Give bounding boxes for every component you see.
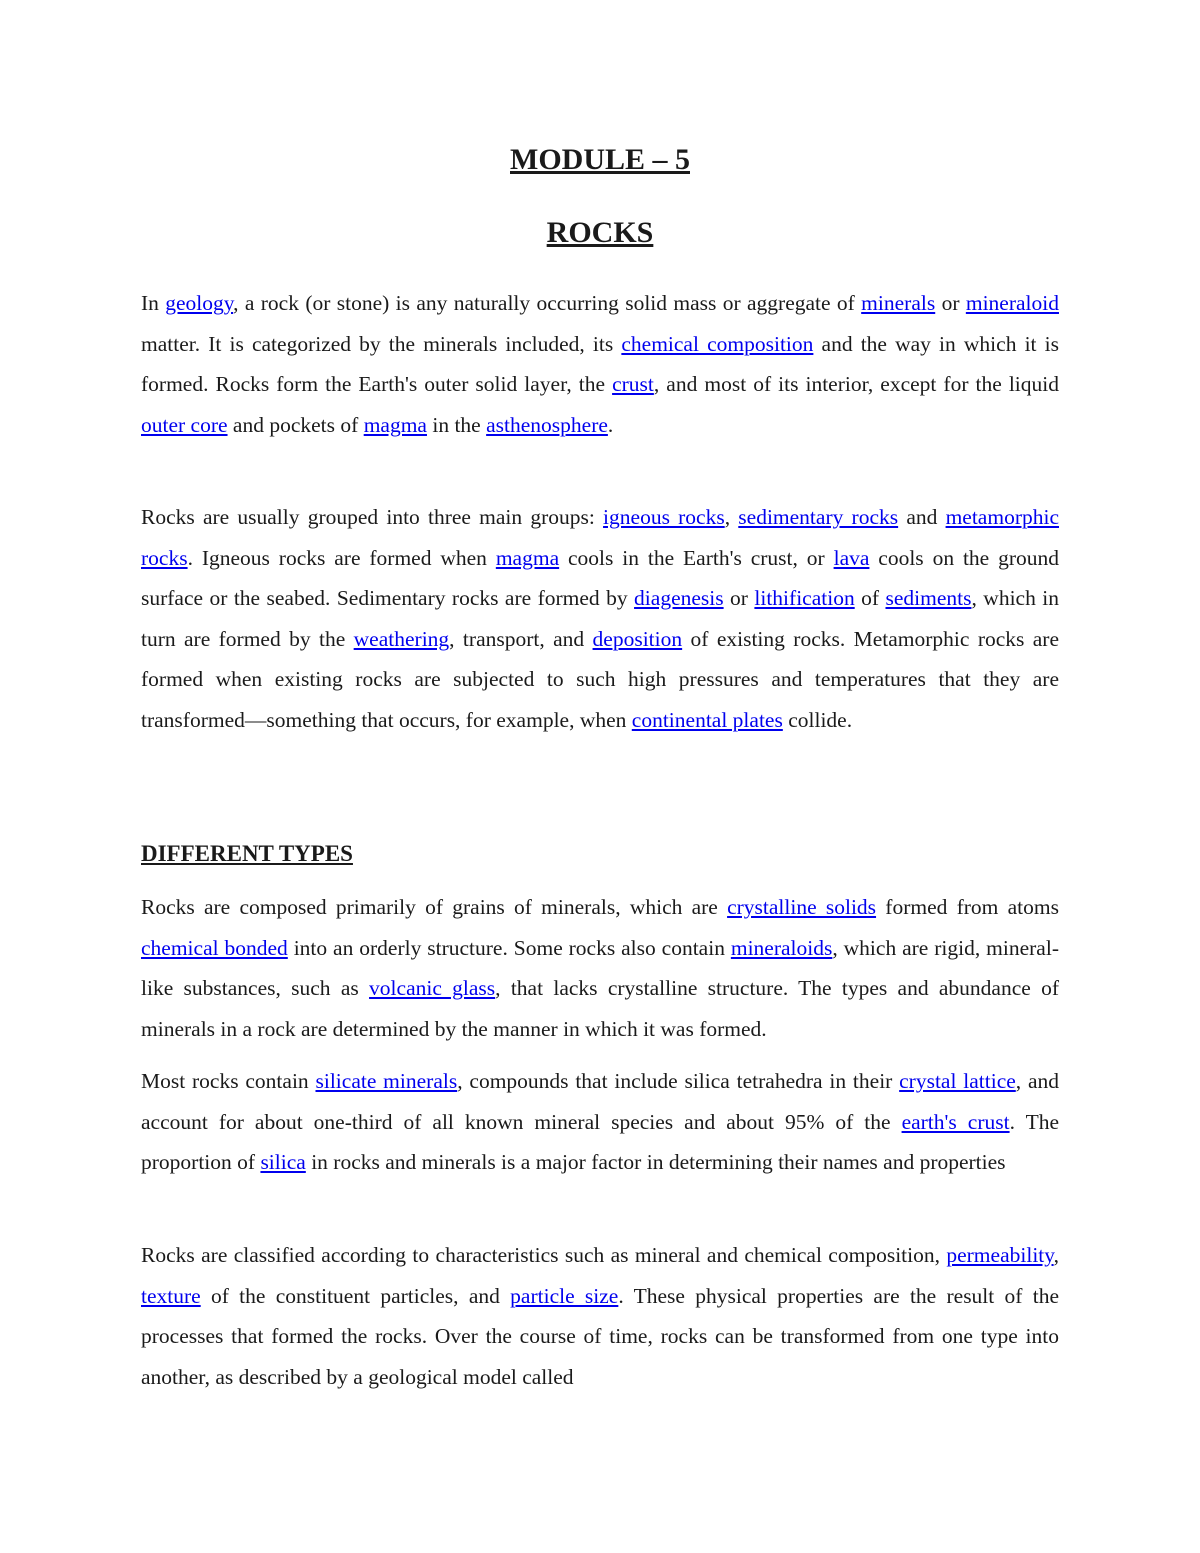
- intro-paragraph: [141, 283, 1059, 445]
- text-run: , and most of its interior, except for the liquid: [653, 372, 1059, 397]
- text-run: in rocks and minerals is a major factor in determining their names and properties: [305, 1150, 1006, 1175]
- text-run: , that lacks crystalline structure. The types and abundance of minerals in a rock are determined by the manner in which it was formed.: [141, 976, 1059, 1041]
- link-igneous-rocks[interactable]: igneous rocks: [603, 505, 725, 529]
- link-mineraloids[interactable]: mineraloids: [730, 935, 833, 960]
- text-run: . Igneous rocks are formed when: [187, 545, 496, 570]
- text-run: cools in the Earth's crust, or: [559, 545, 834, 570]
- link-minerals[interactable]: minerals: [861, 291, 936, 315]
- text-run: Rocks are classified according to characteristics such as mineral and chemical composition,: [141, 1243, 947, 1267]
- text-run: cools on the ground surface or the seabed. Sedimentary rocks are formed by: [141, 545, 1060, 611]
- text-run: and the way in which it is formed. Rocks form the Earth's outer solid layer, the: [141, 331, 1059, 397]
- text-run: Rocks are usually grouped into three main groups:: [141, 505, 604, 529]
- link-mineraloid[interactable]: mineraloid: [965, 291, 1059, 315]
- text-run: , and account for about one-third of all known mineral species and about 95% of the: [141, 1069, 1060, 1134]
- link-texture[interactable]: texture: [141, 1283, 201, 1308]
- text-run: Most rocks contain: [141, 1069, 316, 1093]
- text-run: .: [607, 412, 614, 437]
- text-run: ,: [724, 505, 739, 529]
- text-run: of: [854, 586, 886, 611]
- classification-paragraph: [141, 1235, 1059, 1397]
- link-crystal-lattice[interactable]: crystal lattice: [899, 1069, 1016, 1093]
- text-run: , which in turn are formed by the: [141, 586, 1059, 651]
- composition-paragraph: [141, 887, 1059, 1049]
- link-geology[interactable]: geology: [165, 291, 234, 315]
- text-run: and pockets of: [227, 412, 364, 437]
- link-particle-size[interactable]: particle size: [510, 1283, 619, 1308]
- text-run: or: [935, 291, 966, 315]
- link-sediments[interactable]: sediments: [885, 586, 972, 611]
- text-run: of the constituent particles, and: [200, 1283, 511, 1308]
- text-run: , which are rigid, mineral-like substances, such as: [141, 935, 1059, 1001]
- link-magma[interactable]: magma: [363, 412, 427, 437]
- link-silica[interactable]: silica: [260, 1150, 306, 1175]
- link-outer-core[interactable]: outer core: [141, 412, 228, 437]
- text-run: or: [723, 586, 755, 611]
- text-run: , a rock (or stone) is any naturally occurring solid mass or aggregate of: [233, 291, 862, 315]
- link-diagenesis[interactable]: diagenesis: [634, 586, 724, 611]
- link-volcanic-glass[interactable]: volcanic glass: [369, 976, 496, 1001]
- text-run: into an orderly structure. Some rocks also contain: [287, 935, 731, 960]
- text-run: and: [898, 505, 946, 529]
- topic-title: ROCKS: [546, 216, 654, 249]
- text-run: , compounds that include silica tetrahedra in their: [457, 1069, 900, 1093]
- link-lithification[interactable]: lithification: [754, 586, 855, 611]
- link-sedimentary-rocks[interactable]: sedimentary rocks: [738, 505, 899, 529]
- link-continental-plates[interactable]: continental plates: [631, 707, 783, 732]
- text-run: , transport, and: [449, 626, 593, 651]
- text-run: collide.: [782, 707, 853, 732]
- text-run: . The proportion of: [141, 1109, 1059, 1175]
- text-run: In: [141, 291, 166, 315]
- text-run: in the: [426, 412, 487, 437]
- section-heading-different-types: DIFFERENT TYPES: [141, 841, 353, 866]
- link-permeability[interactable]: permeability: [946, 1243, 1054, 1267]
- rock-groups-paragraph: [141, 497, 1059, 741]
- text-run: . These physical properties are the result of the processes that formed the rocks. Over the course of time, rocks can be transformed from one type into another, as described by a geological model called: [141, 1283, 1059, 1389]
- text-run: Rocks are composed primarily of grains of minerals, which are: [141, 895, 728, 919]
- link-earths-crust[interactable]: earth's crust: [901, 1109, 1010, 1134]
- link-metamorphic-rocks[interactable]: metamorphic rocks: [141, 505, 1059, 570]
- link-crystalline-solids[interactable]: crystalline solids: [727, 895, 877, 919]
- link-silicate-minerals[interactable]: silicate minerals: [315, 1069, 458, 1093]
- link-chemical-bonded[interactable]: chemical bonded: [141, 935, 288, 960]
- text-run: ,: [1053, 1243, 1059, 1267]
- link-chemical-composition[interactable]: chemical composition: [621, 331, 814, 356]
- link-asthenosphere[interactable]: asthenosphere: [486, 412, 608, 437]
- text-run: of existing rocks. Metamorphic rocks are formed when existing rocks are subjected to such high pressures and temperatures that they are transformed—something that occurs, for example, when: [141, 626, 1060, 732]
- module-title: MODULE – 5: [510, 143, 690, 176]
- link-magma-2[interactable]: magma: [495, 545, 560, 570]
- silicates-paragraph: [141, 1061, 1059, 1183]
- text-run: matter. It is categorized by the minerals included, its: [141, 331, 622, 356]
- text-run: formed from atoms: [876, 895, 1059, 919]
- link-lava[interactable]: lava: [833, 545, 870, 570]
- link-deposition[interactable]: deposition: [592, 626, 683, 651]
- link-crust[interactable]: crust: [612, 372, 654, 397]
- link-weathering[interactable]: weathering: [353, 626, 450, 651]
